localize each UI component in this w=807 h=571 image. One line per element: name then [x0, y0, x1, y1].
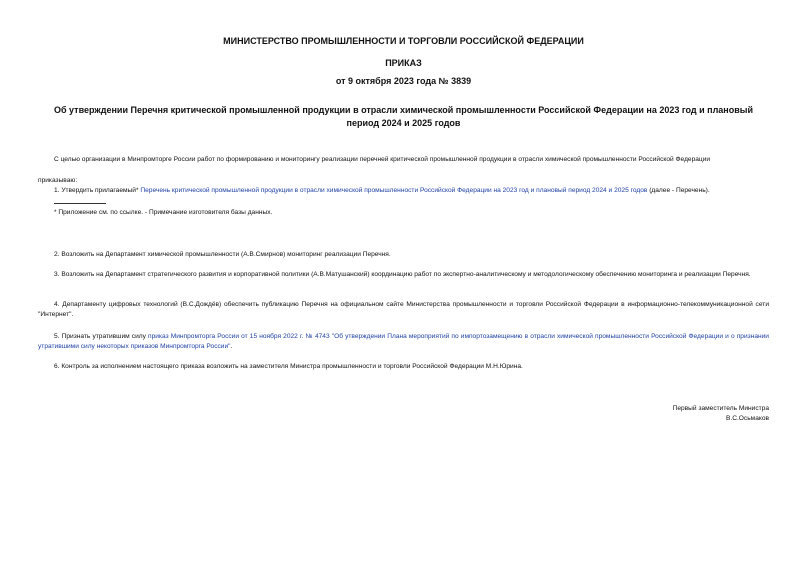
- item-1-suffix: (далее - Перечень).: [649, 187, 710, 194]
- item-1: [38, 186, 769, 196]
- item-5-prefix: 5. Признать утратившим силу: [54, 333, 146, 340]
- footnote: * Приложение см. по ссылке. - Примечание изготовителя базы данных.: [54, 209, 273, 216]
- document-title: Об утверждении Перечня критической промышленной продукции в отрасли химической промышленности Российской Федерации на 2023 год и плановый период 2024 и 2025 годов: [54, 105, 753, 128]
- order-word: приказываю:: [38, 177, 78, 184]
- item-5-suffix: .: [230, 343, 233, 350]
- document-type: ПРИКАЗ: [385, 58, 422, 68]
- date-number: от 9 октября 2023 года № 3839: [335, 76, 472, 86]
- item-5-link[interactable]: приказ Минпромторга России от 15 ноября 2022 г. № 4743 "Об утверждении Плана мероприятий по импортозамещению в отрасли химической промышленности Российской Федерации и о признании утратившими силу некоторых приказов Минпромторга России": [38, 333, 769, 350]
- item-3: 3. Возложить на Департамент стратегического развития и корпоративной политики (А.В.Матушанский) координацию работ по экспертно-аналитическому и методологическому обеспечению мониторинга и реализации Перечня.: [54, 271, 751, 278]
- item-6: 6. Контроль за исполнением настоящего приказа возложить на заместителя Министра промышленности и торговли Российской Федерации М.Н.Юрина.: [54, 363, 523, 370]
- item-4: 4. Департаменту цифровых технологий (В.С.Дождёв) обеспечить публикацию Перечня на официальном сайте Министерства промышленности и торговли Российской Федерации в информационно-телекоммуникационной сети "Интернет".: [38, 301, 769, 318]
- signature-block: [673, 404, 769, 424]
- item-5: [38, 332, 769, 352]
- preamble: С целью организации в Минпромторге России работ по формированию и мониторингу реализации перечней критической промышленной продукции в отрасли химической промышленности Российской Федерации: [54, 156, 711, 163]
- signature-name: В.С.Осьмаков: [725, 415, 769, 422]
- ministry-heading: МИНИСТЕРСТВО ПРОМЫШЛЕННОСТИ И ТОРГОВЛИ РОССИЙСКОЙ ФЕДЕРАЦИИ: [223, 36, 584, 46]
- footnote-separator: [54, 203, 106, 204]
- signature-position: Первый заместитель Министра: [672, 405, 769, 412]
- item-1-link[interactable]: Перечень критической промышленной продукции в отрасли химической промышленности Российской Федерации на 2023 год и плановый период 2024 и 2025 годов: [140, 187, 648, 194]
- item-2: 2. Возложить на Департамент химической промышленности (А.В.Смирнов) мониторинг реализации Перечня.: [54, 251, 391, 258]
- item-1-prefix: 1. Утвердить прилагаемый*: [54, 187, 139, 194]
